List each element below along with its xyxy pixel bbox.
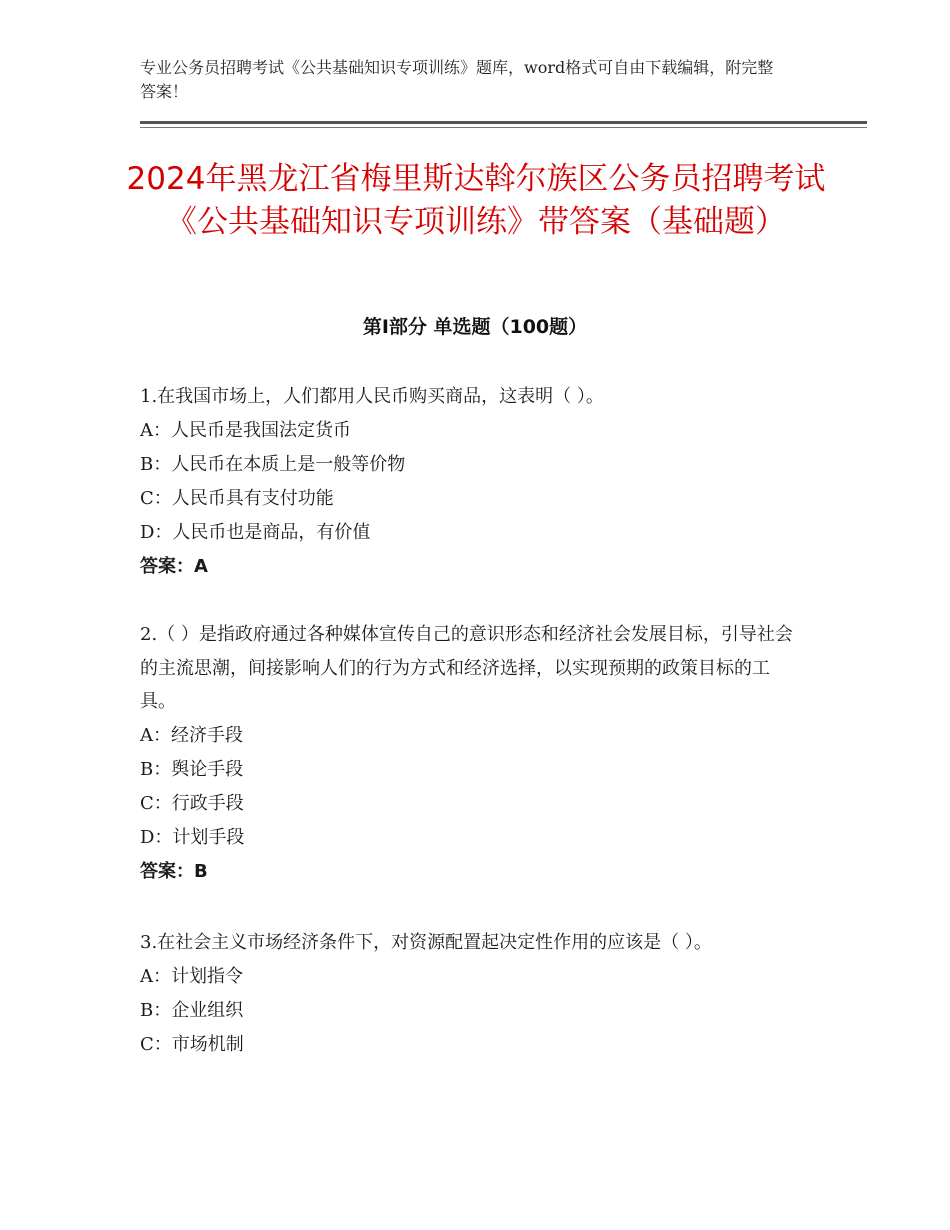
- option-a: A：人民币是我国法定货币: [140, 419, 351, 441]
- option-d: D：人民币也是商品，有价值: [140, 521, 371, 543]
- header-divider-thick: [140, 121, 867, 124]
- question-stem: 3.在社会主义市场经济条件下，对资源配置起决定性作用的应该是（ ）。: [140, 932, 712, 953]
- option-b: B：舆论手段: [140, 758, 244, 780]
- question-2: [140, 618, 800, 889]
- header-note: 专业公务员招聘考试《公共基础知识专项训练》题库，word格式可自由下载编辑，附完整答案！: [140, 58, 774, 101]
- question-1: [140, 380, 800, 584]
- section-title: 第I部分 单选题（100题）: [362, 316, 588, 338]
- option-a: A：经济手段: [140, 724, 243, 746]
- option-b: B：企业组织: [140, 999, 244, 1021]
- question-stem: 1.在我国市场上，人们都用人民币购买商品，这表明（ ）。: [140, 386, 604, 407]
- question-stem: 2.（ ）是指政府通过各种媒体宣传自己的意识形态和经济社会发展目标，引导社会的主流思潮，间接影响人们的行为方式和经济选择，以实现预期的政策目标的工具。: [140, 624, 793, 712]
- document-title: 2024年黑龙江省梅里斯达斡尔族区公务员招聘考试《公共基础知识专项训练》带答案（基础题）: [126, 161, 826, 240]
- option-c: C：行政手段: [140, 792, 244, 814]
- answer: 答案：A: [140, 555, 208, 577]
- option-c: C：市场机制: [140, 1033, 244, 1055]
- question-3: [140, 926, 800, 1062]
- option-c: C：人民币具有支付功能: [140, 487, 334, 509]
- option-a: A：计划指令: [140, 965, 243, 987]
- option-b: B：人民币在本质上是一般等价物: [140, 453, 406, 475]
- answer: 答案：B: [140, 860, 208, 882]
- header-divider-thin: [140, 127, 867, 128]
- option-d: D：计划手段: [140, 826, 245, 848]
